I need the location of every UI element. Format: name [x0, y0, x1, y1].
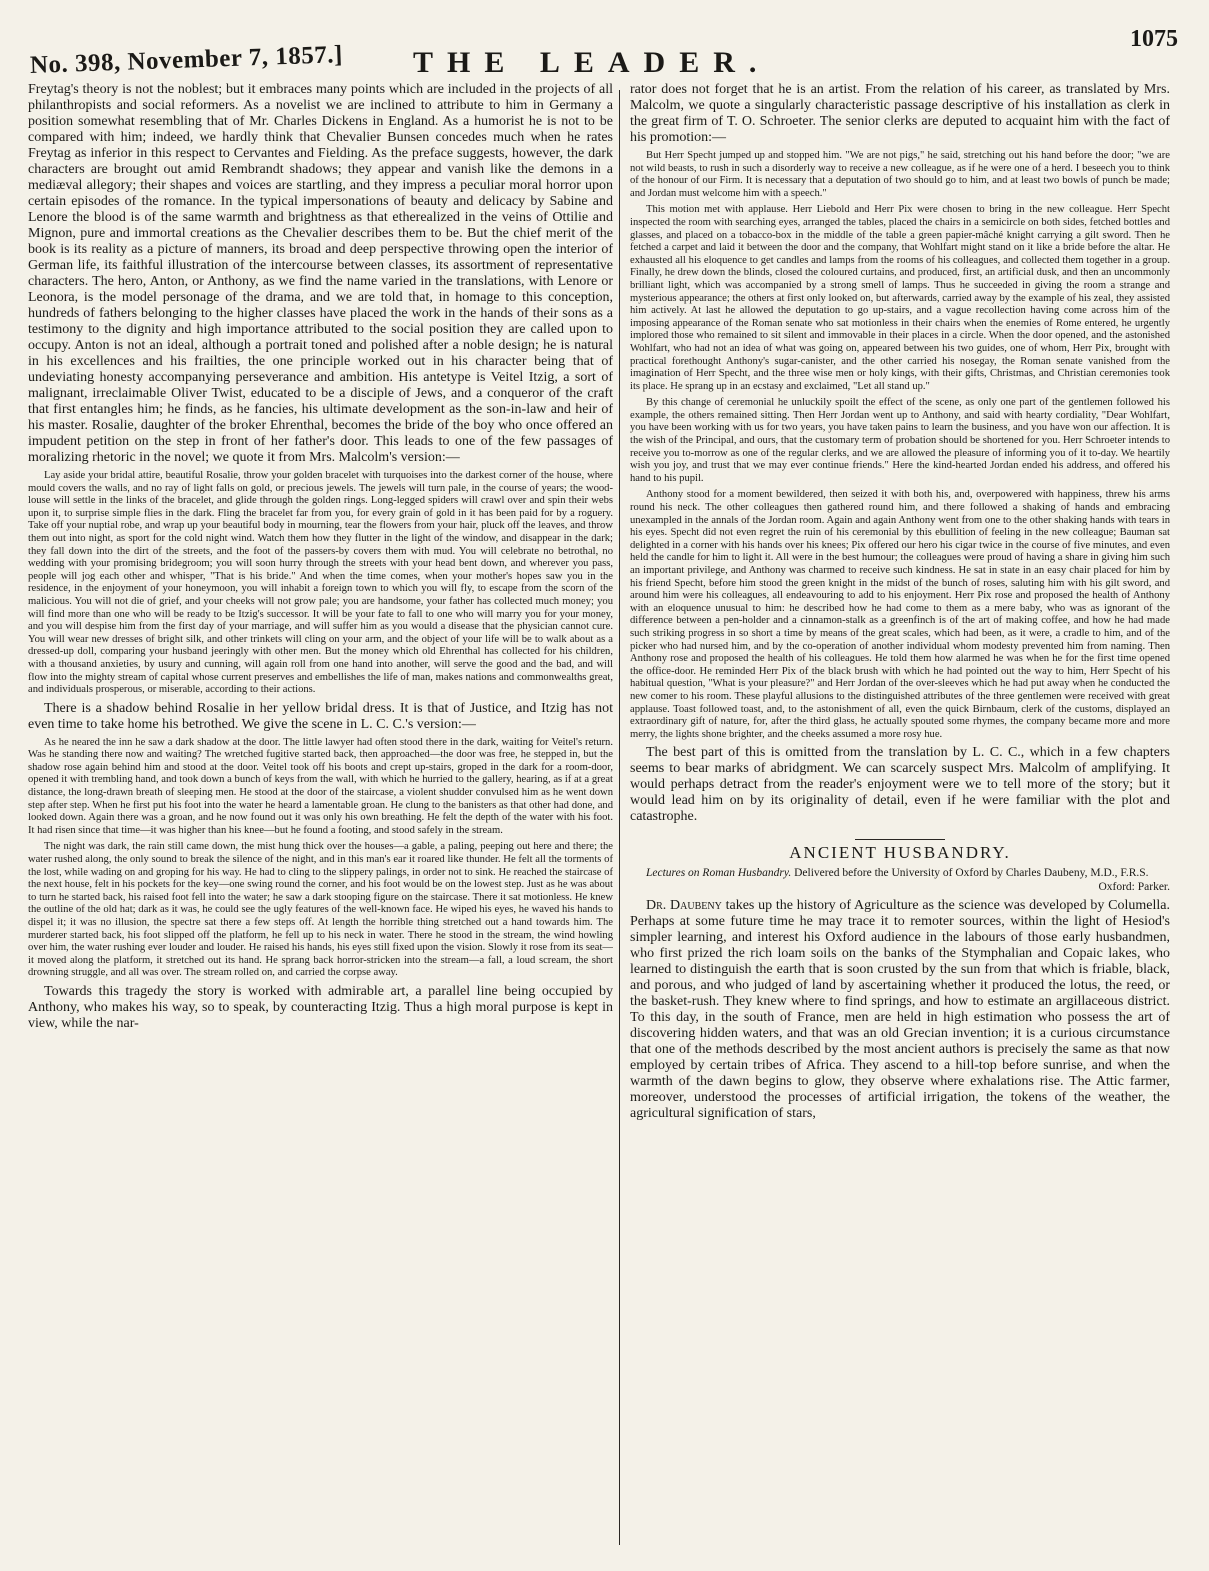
lead-name: Dr. Daubeny [646, 898, 722, 914]
article-paragraph: The best part of this is omitted from the translation by L. C. C., which in a few chapters seems to bear marks of abridgment. We can scarcely suspect Mrs. Malcolm of amplifying. It would perhaps detract from the reader's enjoyment were we to tell more of the story; but it would lead him on by its originality of detail, even if he were familiar with the plot and catastrophe. [630, 745, 1170, 825]
quoted-passage: By this change of ceremonial he unluckily spoilt the effect of the scene, as only one part of the gentlemen followed his example, the others remained sitting. Then Herr Jordan went up to Anthony, and said with hearty cordiality, "Dear Wohlfart, you have been working with us for two years, you have taken pains to learn the business, and you have won our affection. It is the wish of the Principal, and ours, that the customary term of probation should be shortened for you. Herr Schroeter intends to receive you to-morrow as one of the regular clerks, and we are allowed the pleasure of informing you of it to-day. We heartily wish you joy, and trust that we may ever continue friends." Here the kind-hearted Jordan ended his address, and offered his hand to his pupil. [630, 397, 1170, 484]
article-paragraph: Freytag's theory is not the noblest; but it embraces many points which are included in the projects of all philanthropists and social reformers. As a novelist we are inclined to attribute to him in Germany a position somewhat resembling that of Mr. Charles Dickens in England. As a humorist he is not to be compared with him; indeed, we hardly think that Chevalier Bunsen concedes much when he rates Freytag as inferior in this respect to Cervantes and Fielding. As the preface suggests, however, the dark characters are brought out amid Rembrandt shadows; they appear and vanish like the demons in a mediæval allegory; their shapes and voices are startling, and they impress a peculiar moral horror upon certain episodes of the romance. In the typical impersonations of beauty and delicacy by Sabine and Lenore the blood is of the same warmth and brightness as that etherealized in the veins of Ottilie and Mignon, pure and immortal creations as the Chevalier describes them to be. But the chief merit of the book is its reality as a picture of manners, its broad and deep perspective throwing open the interior of German life, its faithful illustration of the intercourse between classes, its assortment of representative characters. The hero, Anton, or Anthony, as we find the name varied in the translations, with Lenore or Leonora, is the model personage of the drama, and we are told that, in homage to this conception, hundreds of fathers belonging to the higher classes have placed the work in the hands of their sons as a testimony to the dignity and high importance attributed to the social position they are called upon to occupy. Anton is not an ideal, although a portrait toned and polished after a noble design; he is natural in his excellences and his frailties, the one principle worked out in his character being that of undeviating honesty accompanying perseverance and ambition. His antetype is Veitel Itzig, a sort of malignant, irreclaimable Oliver Twist, educated to be a disciple of Jews, and a conqueror of the craft that first entangles him; he finds, as he fancies, his ultimate development as the son-in-law and heir of his master. Rosalie, daughter of the broker Ehrenthal, becomes the bride of the boy who once offered an impudent petition on the step in front of her father's door. This leads to one of the few passages of moralizing rhetoric in the novel; we quote it from Mrs. Malcolm's version:— [28, 82, 613, 465]
book-publisher: Oxford: Parker. [1098, 880, 1170, 893]
masthead [18, 18, 1188, 90]
quoted-passage: The night was dark, the rain still came down, the mist hung thick over the houses—a gable, a paling, peeping out here and there; the water rushed along, the only sound to break the silence of the night, and in this man's ear it roared like thunder. He felt all the torments of the lost, while wading on and groping for his way. He had to cling to the slippery palings, in order not to sink. He reached the staircase of the next house, felt in his pockets for the key—one swing round the corner, and his foot would be on the lowest step. Just as he was about to turn he started back, his raised foot fell into the water; he saw a dark stooping figure on the staircase. There it sat motionless. He knew the outline of the old hat; dark as it was, he could see the ugly features of the well-known face. He wiped his eyes, he waved his hands to dispel it; it was no illusion, the spectre sat there a few steps off. At length the horrible thing stretched out a hand towards him. The murderer started back, his foot slipped off the platform, he fell up to his neck in water. There he stood in the stream, the wind howling over him, the water rushing ever louder and louder. He raised his hands, his eyes still fixed upon the vision. Slowly it rose from its seat—it moved along the platform, it stretched out its hand. He sprang back horror-stricken into the stream—a fall, a loud scream, the short drowning struggle, and all was over. The stream rolled on, and carried the corpse away. [28, 841, 613, 979]
article-paragraph: rator does not forget that he is an artist. From the relation of his career, as translated by Mrs. Malcolm, we quote a singularly characteristic passage descriptive of his installation as clerk in the great firm of T. O. Schroeter. The senior clerks are deputed to acquaint him with the fact of his promotion:— [630, 82, 1170, 145]
article-paragraph: Towards this tragedy the story is worked with admirable art, a parallel line being occupied by Anthony, who makes his way, so to speak, by counteracting Itzig. Thus a high moral purpose is kept in view, while the nar- [28, 983, 613, 1031]
left-column [28, 82, 613, 1552]
journal-title: THE LEADER. [413, 46, 771, 79]
heading-rule [855, 839, 945, 840]
right-column [630, 82, 1170, 1552]
quoted-passage: This motion met with applause. Herr Liebold and Herr Pix were chosen to bring in the new colleague. Herr Specht inspected the room with searching eyes, arranged the tables, placed the chairs in a semicircle on both sides, fetched bottles and glasses, and placed on a tobacco-box in the middle of the table a green papier-mâché knight carrying a gilt sword. Then he fetched a carpet and laid it between the door and the company, that Wohlfart might stand on it like a bride before the altar. He exhausted all his eloquence to get candles and lamps from the rooms of his colleagues, and collected them together in a group. Finally, he drew down the blinds, closed the coloured curtains, and produced, first, an artificial dusk, and then an uncommonly brilliant light, which was accompanied by a strong smell of lamps. Thus he succeeded in giving the room a strange and mysterious appearance; the others at first only looked on, but afterwards, carried away by the example of his zeal, they assisted him actively. At last he allowed the deputation to go up-stairs, and a vague recollection having come across him of the imposing appearance of the Roman senate who sat motionless in their chairs when the enemies of Rome entered, he urgently implored those who remained to sit silent and immovable in their places in a circle. When the door opened, and the astonished Wohlfart, who had not an idea of what was going on, appeared between his two guides, one of whom, Herr Pix, brought with practical forethought Anthony's sugar-canister, and the other carried his nosegay, the Roman senate vanished from the imagination of Herr Specht, and the three wise men or holy kings, with their gifts, Christmas, and Christian ceremonies took its place. He sprang up in an ecstasy and exclaimed, "Let all stand up." [630, 204, 1170, 392]
quoted-passage: As he neared the inn he saw a dark shadow at the door. The little lawyer had often stood there in the dark, waiting for Veitel's return. Was he standing there now and waiting? The wretched fugitive started back, then approached—the door was free, he stepped in, but the shadow rose again behind him and stood at the door. Veitel took off his boots and crept up-stairs, groped in the dark for a room-door, opened it with trembling hand, and took down a bunch of keys from the wall, with which he hurried to the gallery, hearing, as if at a great distance, the long-drawn breath of sleeping men. He stood at the door of the staircase, a violent shudder convulsed him as he went down step after step. When he first put his foot into the water he heard a lamentable groan. He clung to the banisters as that other had done, and looked down. Again there was a groan, and he now found out it was only his own breathing. He felt the depth of the water with his foot. It had risen since that time—it was higher than his knee—but he found a footing, and stood safely in the stream. [28, 736, 613, 836]
section-title-text: ANCIENT HUSBANDRY. [789, 843, 1011, 863]
quoted-passage: Anthony stood for a moment bewildered, then seized it with both his, and, overpowered with happiness, threw his arms round his neck. The other colleagues then gathered round him, and there followed a shaking of hands and embracing unexampled in the annals of the Jordan room. Again and again Anthony went from one to the other shaking hands with tears in his eyes. Specht did not even regret the ruin of his ceremonial by this ebullition of feeling in the new colleague; Bauman sat delighted in a corner with his hands over his knees; Pix offered our hero his cigar twice in the course of five minutes, and even held the candle for him to light it. All were in the best humour; the colleagues were proud of having a share in giving him such an important privilege, and Anthony was charmed to receive such kindness. He sat in state in an easy chair placed for him by his friend Specht, before him stood the green knight in the midst of the bunch of roses, saluting him with his gilt sword, and around him were his colleagues, all endeavouring to add to his enjoyment. Herr Pix rose and proposed the health of Anthony with an eloquence unusual to him: he described how he had come to them as a mere baby, who was as ignorant of the difference between a pen-holder and a cinnamon-stalk as a greenfinch is of the art of making coffee, and how he had made such striking progress in so short a time by means of the great scales, which had been, as it were, a cradle to him, and of the picker who had nursed him, and by the co-operation of another individual whom modesty prevented him from naming. Then Anthony rose and proposed the health of his colleagues. He told them how alarmed he was when he for the first time opened the office-door. He reminded Herr Pix of the black brush with which he had pointed out the way to him, Herr Specht of his habitual question, "What is your pleasure?" and Herr Jordan of the over-sleeves which he had put away when he conducted the new comer to his room. These playful allusions to the distinguished attributes of the three gentlemen were received with great applause. Toast followed toast, and, to the astonishment of all, even the quick Birnbaum, clerk of the customs, displayed an extraordinary gift of nature, for, after the third glass, he actually spouted some rhymes, the company became more and more merry, the lights shone brighter, and the cheeks assumed a more rosy hue. [630, 489, 1170, 740]
column-rule [619, 90, 620, 1545]
book-title: Lectures on Roman Husbandry. [646, 867, 792, 880]
book-description: Delivered before the University of Oxford by Charles Daubeny, M.D., F.R.S. [794, 867, 1149, 880]
book-citation [630, 867, 1170, 894]
section-heading [630, 839, 1170, 861]
article-paragraph [630, 898, 1170, 1122]
quoted-passage: But Herr Specht jumped up and stopped him. "We are not pigs," he said, stretching out his hand before the door; "we are not wild beasts, to rush in such a disorderly way to receive a new colleague, as if he were one of a herd. I beseech you to think of the honour of our Firm. It is necessary that a deputation of two should go to him, and at least two bowls of punch be made; and Jordan must welcome him with a speech." [630, 150, 1170, 199]
page-number: 1075 [1130, 26, 1178, 52]
article-paragraph: There is a shadow behind Rosalie in her yellow bridal dress. It is that of Justice, and Itzig has not even time to take home his betrothed. We give the scene in L. C. C.'s version:— [28, 700, 613, 732]
issue-line: No. 398, November 7, 1857.] [29, 41, 344, 79]
paragraph-text: takes up the history of Agriculture as the science was developed by Columella. Perhaps at some future time he may trace it to remoter sources, within the light of Hesiod's simpler learning, and interest his Oxford audience in the labours of those early husbandmen, who first prized the rich loam soils on the banks of the Stymphalian and Copaic lakes, who learned to distinguish the earth that is soon crusted by the sun from that which is friable, black, and porous, and who judged of land by ascertaining whether it produced the lotus, the reed, or the basket-rush. They knew where to find springs, and how to estimate an argillaceous district. To this day, in the south of France, men are held in high estimation who possess the art of discovering hidden waters, and that was an old Grecian invention; it is a curious circumstance that one of the methods described by the most ancient authors is precisely the same as that now employed by certain tribes of Africa. They ascend to a hill-top before sunrise, and when the warmth of the dawn begins to glow, they observe where exhalations rise. The Attic farmer, moreover, understood the processes of artificial irrigation, the tokens of the weather, the agricultural signification of stars, [630, 898, 1170, 1122]
quoted-passage: Lay aside your bridal attire, beautiful Rosalie, throw your golden bracelet with turquoises into the darkest corner of the house, where mould covers the walls, and no ray of light falls on gold, or precious jewels. The jewels will turn pale, in the course of years; the wood-louse will settle in the links of the bracelet, and glide through the golden rings. Long-legged spiders will crawl over and spin their webs upon it, to surprise simple flies in the dark. Fling the bracelet far from you, for every grain of gold in it has been paid for by a roguery. Take off your nuptial robe, and wrap up your beautiful body in mourning, tear the flowers from your hair, pluck off the leaves, and throw them out into night, as sport for the cold night wind. Watch them how they flutter in the light of the window, and disappear in the dark; they fall down into the dirt of the streets, and the foot of the passers-by covers them with mud. You will celebrate no betrothal, no wedding with your promising bridegroom; you will soon hurry through the streets with your head bent down, and wherever you pass, people will jog each other and whisper, "That is his bride." And when the time comes, when your mother's hopes saw you in the residence, in the enjoyment of your honeymoon, you will inhabit a foreign town to which you will fly, to escape from the scorn of the malicious. You will not die of grief, and your cheeks will not grow pale; you are handsome, your father has collected much money; you will find more than one who will be ready to be Itzig's successor. It will be your fate to fall to one who will marry you for your money, and you will despise him from the first day of your marriage, and will suffer him as you would a disease that the physician cannot cure. You will wear new dresses of bright silk, and other trinkets will cling on your arm, and the object of your life will be to walk about as a dressed-up doll, comparing your husband jeeringly with other men. But the money which old Ehrenthal has collected for his children, with a thousand anxieties, by usury and cunning, will again roll from one hand into another, will serve the good and the bad, and will flow into the mighty stream of capital whose current preserves and embellishes the life of man, makes nations and commonwealths great, and individuals prosperous, or miserable, according to their actions. [28, 470, 613, 696]
